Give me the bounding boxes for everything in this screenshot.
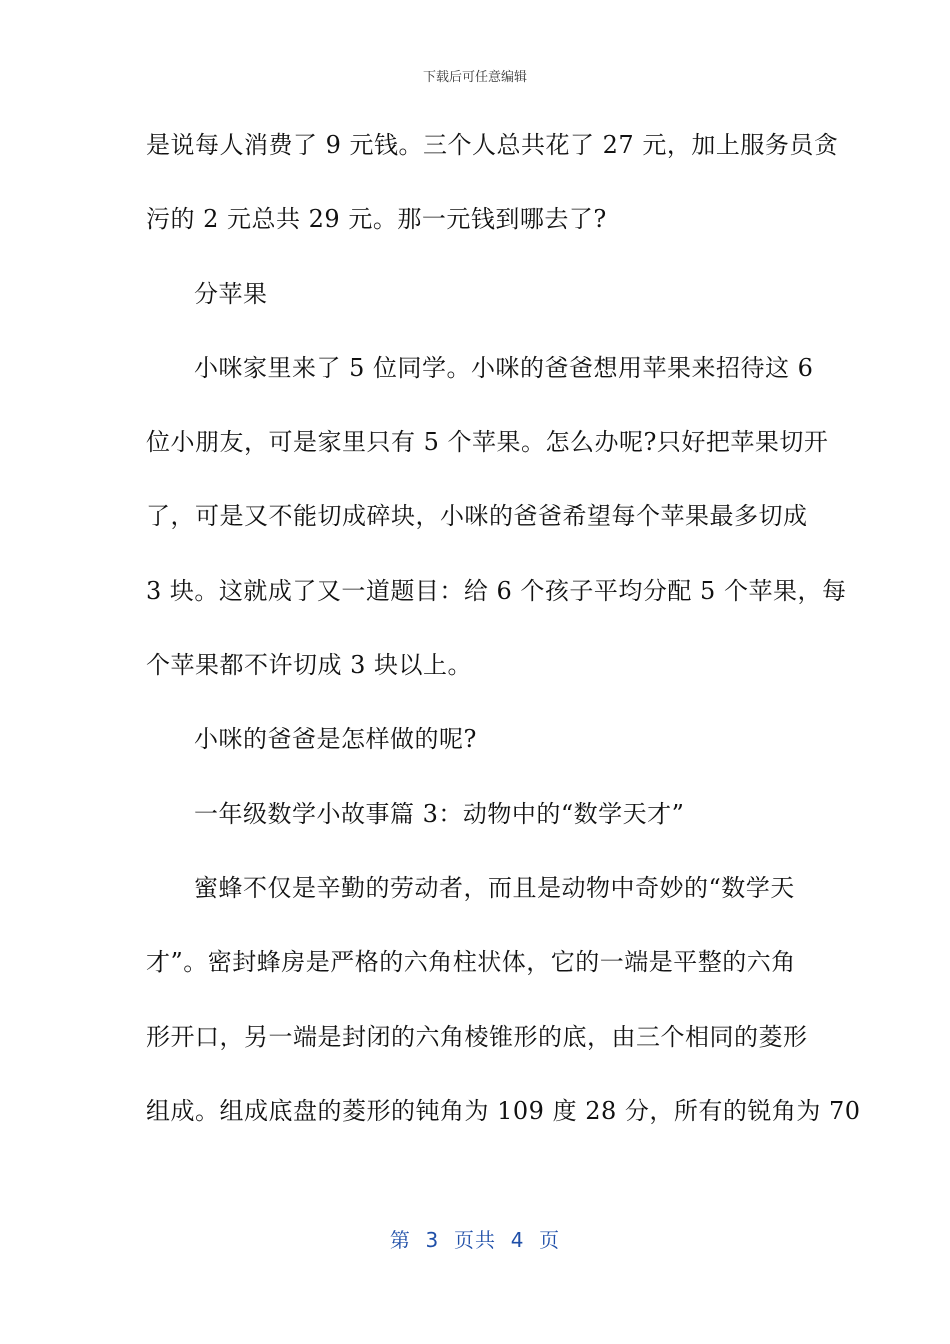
paragraph-line: 组成。组成底盘的菱形的钝角为 109 度 28 分，所有的锐角为 70 bbox=[146, 1096, 861, 1125]
section-heading: 一年级数学小故事篇 3：动物中的“数学天才” bbox=[194, 799, 685, 828]
document-body bbox=[146, 118, 861, 1158]
paragraph-line: 个苹果都不许切成 3 块以上。 bbox=[146, 651, 473, 680]
section-heading: 分苹果 bbox=[194, 279, 268, 308]
paragraph-line: 小咪家里来了 5 位同学。小咪的爸爸想用苹果来招待这 6 bbox=[194, 353, 814, 382]
paragraph-line: 了，可是又不能切成碎块，小咪的爸爸希望每个苹果最多切成 bbox=[146, 502, 808, 531]
paragraph-line: 污的 2 元总共 29 元。那一元钱到哪去了? bbox=[146, 205, 607, 234]
paragraph-line: 形开口，另一端是封闭的六角棱锥形的底，由三个相同的菱形 bbox=[146, 1022, 808, 1051]
paragraph-line: 3 块。这就成了又一道题目：给 6 个孩子平均分配 5 个苹果，每 bbox=[146, 576, 847, 605]
page-number-footer: 第 3 页共 4 页 bbox=[389, 1228, 561, 1252]
paragraph-line: 蜜蜂不仅是辛勤的劳动者，而且是动物中奇妙的“数学天 bbox=[194, 873, 795, 902]
paragraph-line: 小咪的爸爸是怎样做的呢? bbox=[194, 725, 477, 754]
paragraph-line: 位小朋友，可是家里只有 5 个苹果。怎么办呢?只好把苹果切开 bbox=[146, 428, 829, 457]
page-header: 下载后可任意编辑 bbox=[422, 70, 527, 85]
paragraph-line: 才”。密封蜂房是严格的六角柱状体，它的一端是平整的六角 bbox=[146, 948, 796, 977]
paragraph-line: 是说每人消费了 9 元钱。三个人总共花了 27 元，加上服务员贪 bbox=[146, 131, 839, 159]
